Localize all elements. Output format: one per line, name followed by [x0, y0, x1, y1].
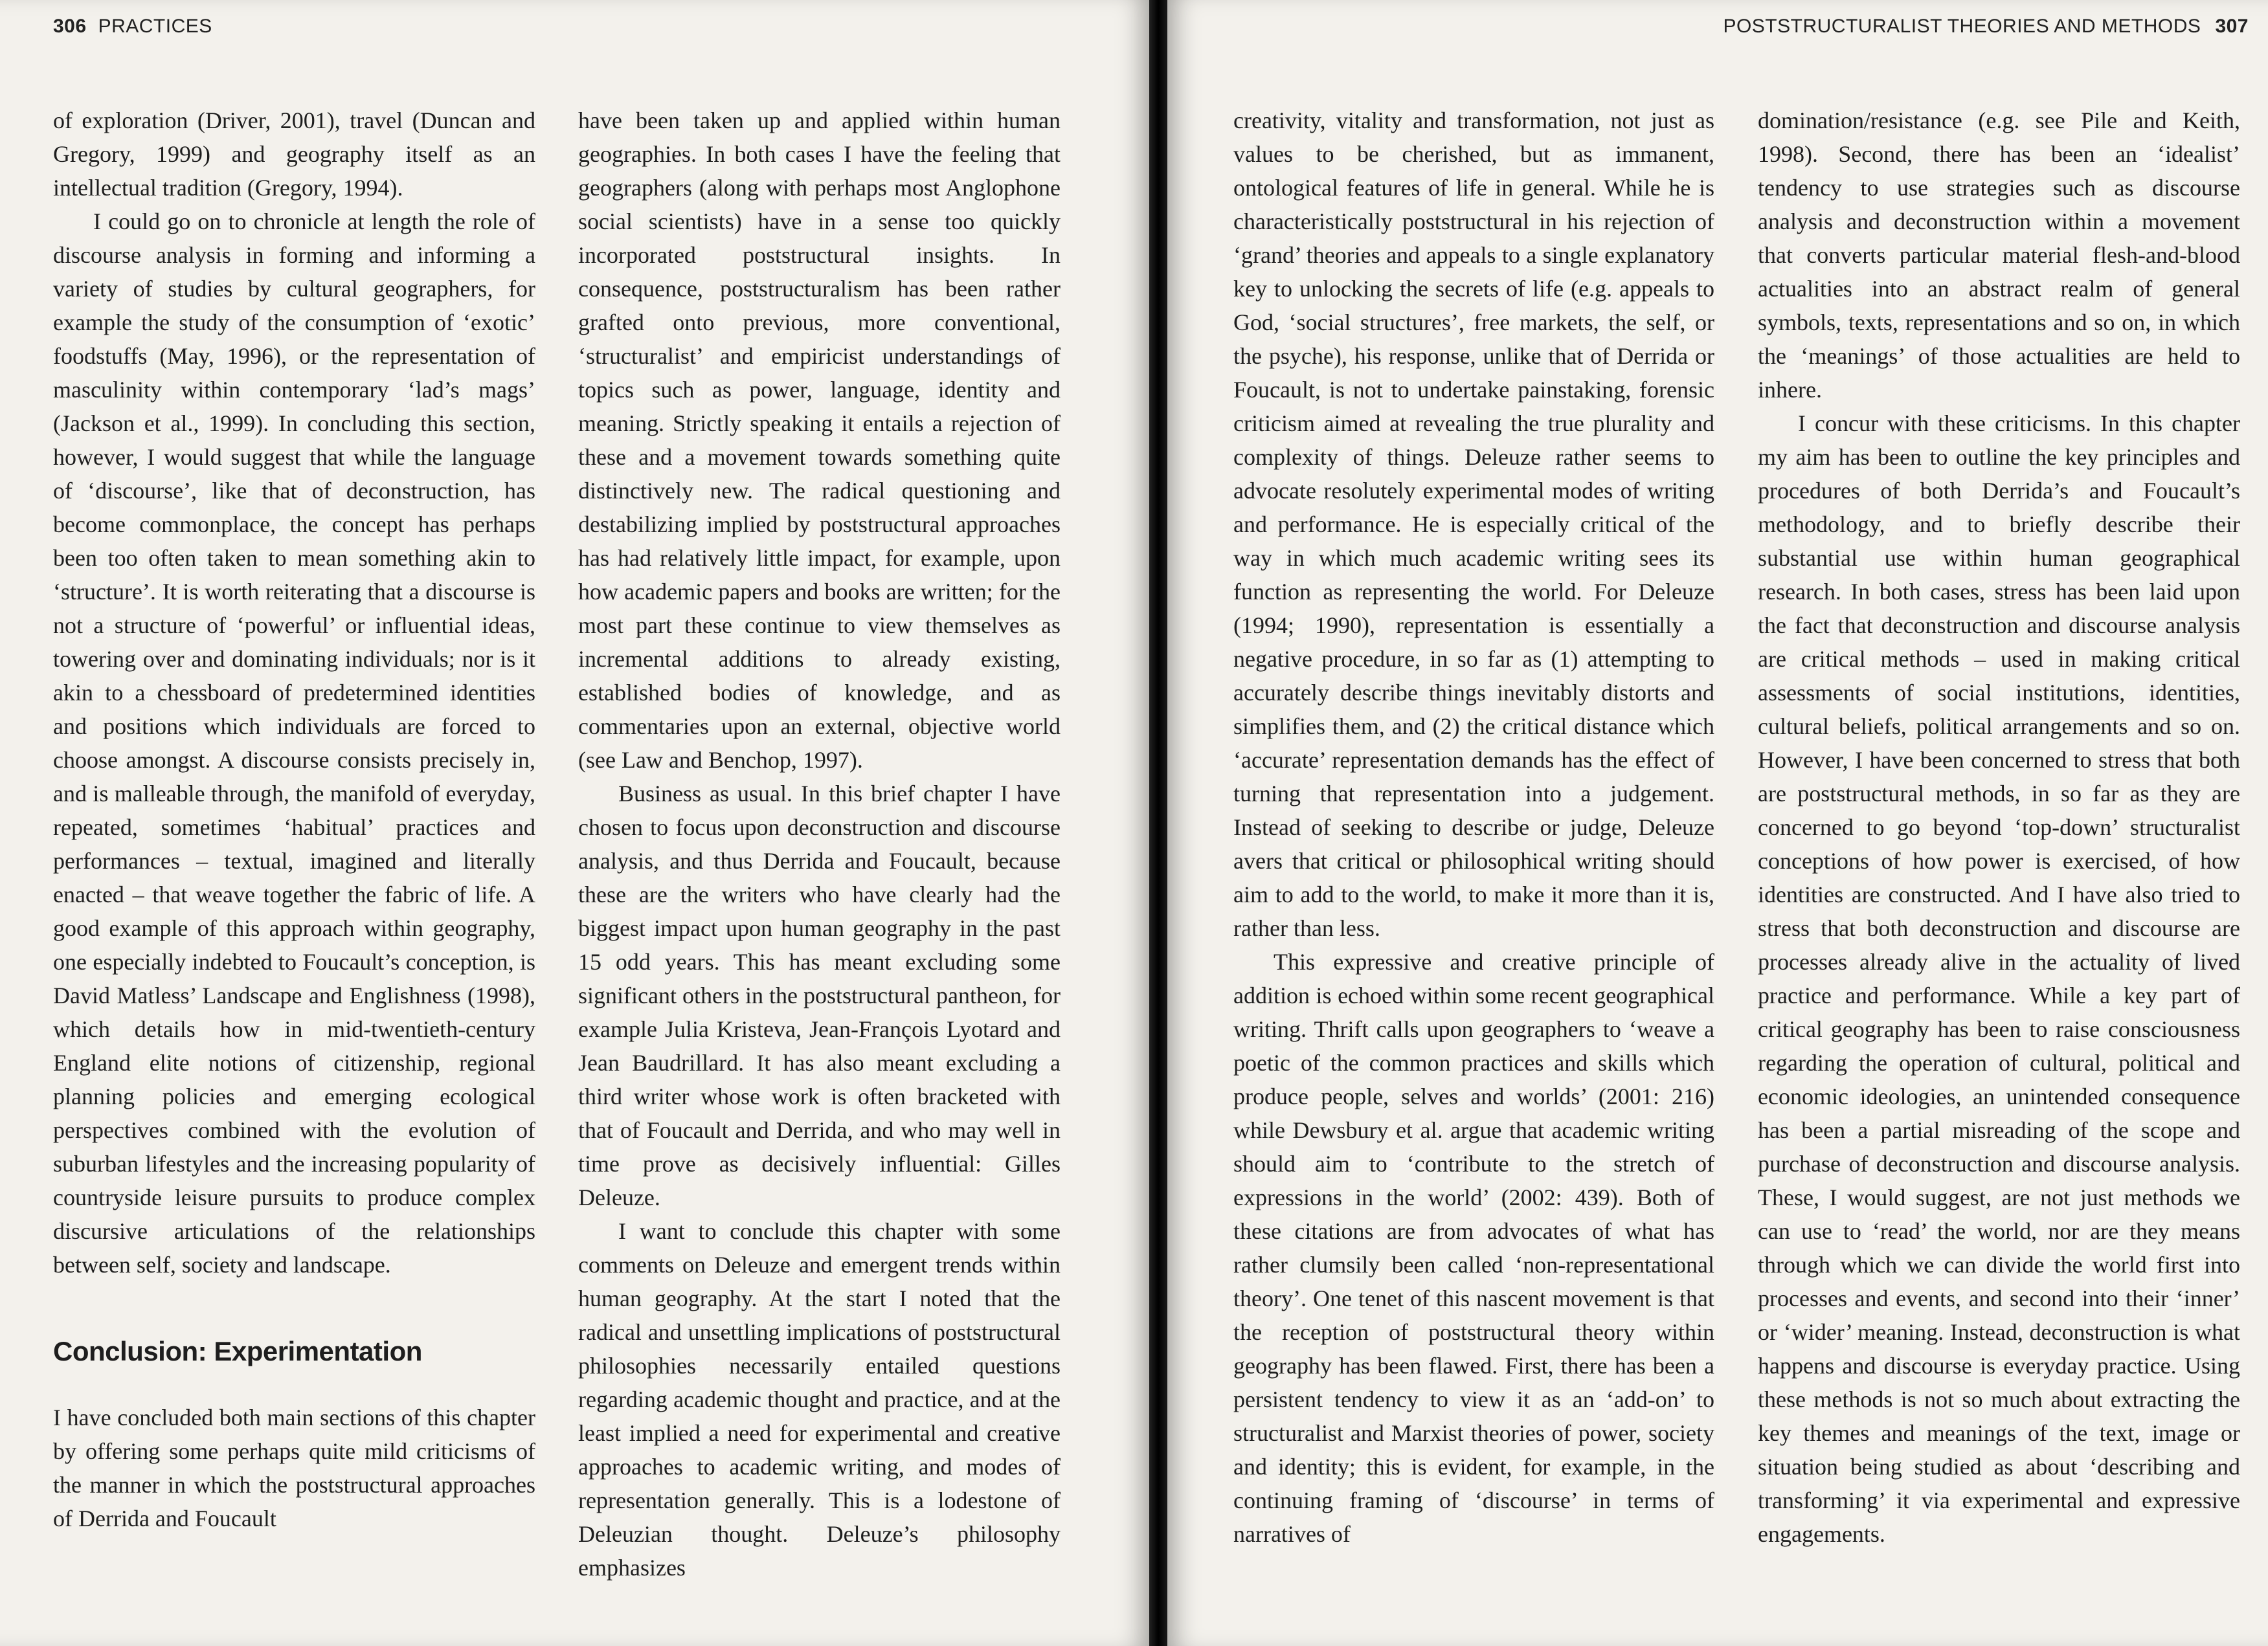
running-title: POSTSTRUCTURALIST THEORIES AND METHODS: [1723, 16, 2201, 37]
column-1: [53, 104, 535, 1535]
paragraph: This expressive and creative principle of addition is echoed within some recent geographical writing. Thrift calls upon geographers to ‘weave a poetic of the common practices and skills which produce people, selves and worlds’ (2001: 216) while Dewsbury et al. argue that academic writing should aim to ‘contribute to the stretch of expressions in the world’ (2002: 439). Both of these citations are from advocates of what has rather clumsily been called ‘non-representational theory’. One tenet of this nascent movement is that the reception of poststructural theory within geography has been flawed. First, there has been a persistent tendency to view it as an ‘add-on’ to structuralist and Marxist theories of power, society and identity; this is evident, for example, in the continuing framing of ‘discourse’ in terms of narratives of: [1233, 949, 1714, 1547]
paragraph: I concur with these criticisms. In this chapter my aim has been to outline the key principles and procedures of both Derrida’s and Foucault’s methodology, and to briefly describe their substantial use within human geographical research. In both cases, stress has been laid upon the fact that deconstruction and discourse analysis are critical methods – used in making critical assessments of social institutions, identities, cultural beliefs, political arrangements and so on. However, I have been concerned to stress that both are poststructural methods, in so far as they are concerned to go beyond ‘top-down’ structuralist conceptions of how power is exercised, of how identities are constructed. And I have also tried to stress that both deconstruction and discourse are processes already alive in the actuality of lived practice and performance. While a key part of critical geography has been to raise consciousness regarding the operation of cultural, political and economic ideologies, an unintended consequence has been a partial misreading of the scope and purchase of deconstruction and discourse analysis. These, I would suggest, are not just methods we can use to ‘read’ the world, nor are they means through which we can divide the world first into processes and events, and second into their ‘inner’ or ‘wider’ meaning. Instead, deconstruction is what happens and discourse is everyday practice. Using these methods is not so much about extracting the key themes and meanings of the text, image or situation being studied as about ‘describing and transforming’ it via experimental and expressive engagements.: [1758, 410, 2240, 1547]
paragraph: I want to conclude this chapter with some comments on Deleuze and emergent trends within human geography. At the start I noted that the radical and unsettling implications of poststructural philosophies necessarily entailed questions regarding academic thought and practice, and at the least implied a need for experimental and creative approaches to academic writing, and modes of representation generally. This is a lodestone of Deleuzian thought. Deleuze’s philosophy emphasizes: [578, 1218, 1061, 1581]
paragraph: I could go on to chronicle at length the role of discourse analysis in forming and informing a variety of studies by cultural geographers, for example the study of the consumption of ‘exotic’ foodstuffs (May, 1996), or the representation of masculinity within contemporary ‘lad’s mags’ (Jackson et al., 1999). In concluding this section, however, I would suggest that while the language of ‘discourse’, like that of deconstruction, has become commonplace, the concept has perhaps been too often taken to mean something akin to ‘structure’. It is worth reiterating that a discourse is not a structure of ‘powerful’ or influential ideas, towering over and dominating individuals; nor is it akin to a chessboard of predetermined identities and positions which individuals are forced to choose amongst. A discourse consists precisely in, and is malleable through, the manifold of everyday, repeated, sometimes ‘habitual’ practices and performances – textual, imagined and literally enacted – that weave together the fabric of life. A good example of this approach within geography, one especially indebted to Foucault’s conception, is David Matless’ Landscape and Englishness (1998), which details how in mid-twentieth-century England elite notions of citizenship, regional planning policies and emerging ecological perspectives combined with the evolution of suburban lifestyles and the increasing popularity of countryside leisure pursuits to produce complex discursive articulations of the relationships between self, society and landscape.: [53, 208, 535, 1278]
paragraph: I have concluded both main sections of this chapter by offering some perhaps quite mild criticisms of the manner in which the poststructural approaches of Derrida and Foucault: [53, 1405, 535, 1531]
paragraph: creativity, vitality and transformation, not just as values to be cherished, but as immanent, ontological features of life in general. While he is characteristically poststructural in his rejection of ‘grand’ theories and appeals to a single explanatory key to unlocking the secrets of life (e.g. appeals to God, ‘social structures’, free markets, the self, or the psyche), his response, unlike that of Derrida or Foucault, is not to undertake painstaking, forensic criticism aimed at revealing the true plurality and complexity of things. Deleuze rather seems to advocate resolutely experimental modes of writing and performance. He is especially critical of the way in which much academic writing sees its function as representing the world. For Deleuze (1994; 1990), representation is essentially a negative procedure, in so far as (1) attempting to accurately describe things inevitably distorts and simplifies them, and (2) the critical distance which ‘accurate’ representation demands has the effect of turning that representation into a judgement. Instead of seeking to describe or judge, Deleuze avers that critical or philosophical writing should aim to add to the world, to make it more than it is, rather than less.: [1233, 107, 1714, 941]
running-title: PRACTICES: [98, 16, 212, 37]
paragraph: have been taken up and applied within human geographies. In both cases I have the feeling that geographers (along with perhaps most Anglophone social scientists) have in a sense too quickly incorporated poststructural insights. In consequence, poststructuralism has been rather grafted onto previous, more conventional, ‘structuralist’ and empiricist understandings of topics such as power, language, identity and meaning. Strictly speaking it entails a rejection of these and a movement towards something quite distinctively new. The radical questioning and destabilizing implied by poststructural approaches has had relatively little impact, for example, upon how academic papers and books are written; for the most part these continue to view themselves as incremental additions to already existing, established bodies of knowledge, and as commentaries upon an external, objective world (see Law and Benchop, 1997).: [578, 107, 1061, 773]
column-3: [1233, 104, 1714, 1551]
column-2: [578, 104, 1061, 1585]
book-spine: [1149, 0, 1167, 1646]
column-4: [1758, 104, 2240, 1551]
left-running-head: [53, 16, 212, 38]
right-running-head: [1723, 16, 2249, 38]
paragraph: domination/resistance (e.g. see Pile and Keith, 1998). Second, there has been an ‘idealist’ tendency to use strategies such as discourse analysis and deconstruction within a movement that converts particular material flesh-and-blood actualities into an abstract realm of general symbols, texts, representations and so on, in which the ‘meanings’ of those actualities are held to inhere.: [1758, 107, 2240, 403]
page-number: 307: [2215, 16, 2249, 37]
section-heading: Conclusion: Experimentation: [53, 1336, 422, 1366]
page-number: 306: [53, 16, 87, 37]
right-page: [1167, 0, 2268, 1646]
paragraph: of exploration (Driver, 2001), travel (Duncan and Gregory, 1999) and geography itself as an intellectual tradition (Gregory, 1994).: [53, 107, 535, 201]
paragraph: Business as usual. In this brief chapter I have chosen to focus upon deconstruction and discourse analysis, and thus Derrida and Foucault, because these are the writers who have clearly had the biggest impact upon human geography in the past 15 odd years. This has meant excluding some significant others in the poststructural pantheon, for example Julia Kristeva, Jean-François Lyotard and Jean Baudrillard. It has also meant excluding a third writer whose work is often bracketed with that of Foucault and Derrida, and who may well in time prove as decisively influential: Gilles Deleuze.: [578, 781, 1061, 1210]
